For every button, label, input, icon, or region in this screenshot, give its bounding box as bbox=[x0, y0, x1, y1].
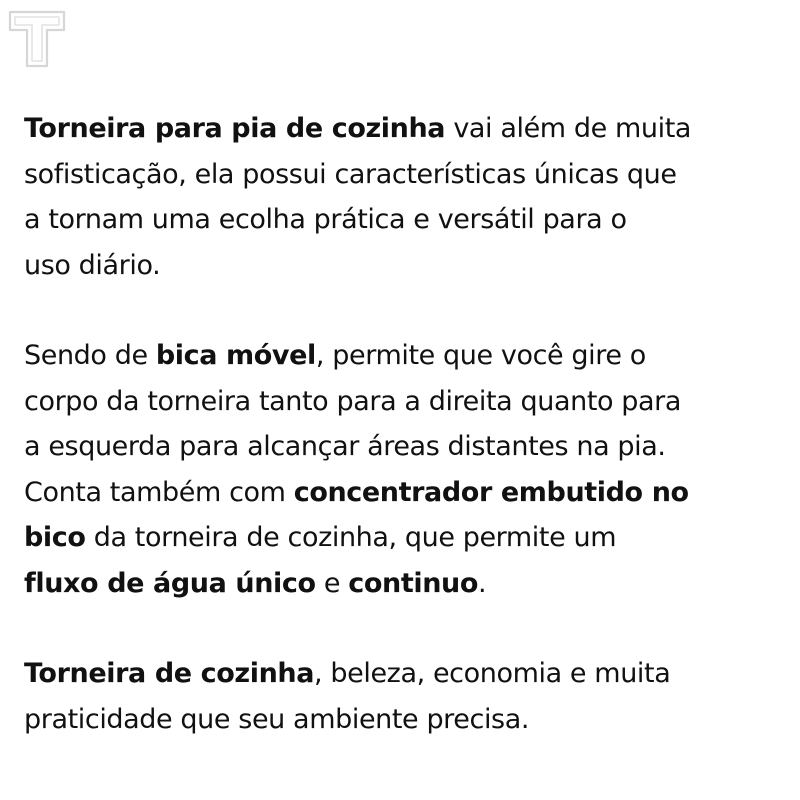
text-segment: fluxo de água único bbox=[24, 567, 316, 599]
text-segment: praticidade que seu ambiente precisa. bbox=[24, 703, 530, 735]
paragraph-features bbox=[24, 333, 794, 606]
paragraph-closing bbox=[24, 651, 794, 742]
text-segment: bico bbox=[24, 522, 86, 553]
t-logo-icon bbox=[6, 8, 68, 70]
text-segment: corpo da torneira tanto para a direita quanto para bbox=[24, 385, 682, 417]
text-segment: Conta também com bbox=[24, 476, 294, 508]
text-segment: Torneira de cozinha bbox=[24, 658, 315, 689]
text-segment: e bbox=[315, 567, 349, 599]
text-segment: bica móvel bbox=[155, 340, 316, 371]
text-segment: da torneira de cozinha, que permite um bbox=[85, 522, 617, 553]
text-segment: uso diário. bbox=[24, 249, 161, 281]
text-segment: , beleza, economia e muita bbox=[314, 658, 671, 689]
paragraph-intro bbox=[24, 106, 794, 288]
text-segment: sofisticação, ela possui características únicas que bbox=[24, 158, 677, 190]
text-segment: , permite que você gire o bbox=[315, 340, 646, 371]
description-text bbox=[24, 106, 794, 742]
text-segment: a tornam uma ecolha prática e versátil para o bbox=[24, 204, 627, 235]
brand-logo bbox=[6, 8, 68, 70]
text-segment: Sendo de bbox=[24, 340, 156, 371]
text-segment: vai além de muita bbox=[445, 113, 692, 144]
text-segment: . bbox=[477, 567, 487, 599]
text-segment: a esquerda para alcançar áreas distantes na pia. bbox=[24, 431, 666, 462]
text-segment: Torneira para pia de cozinha bbox=[24, 113, 446, 144]
text-segment: continuo bbox=[348, 567, 478, 599]
text-segment: concentrador embutido no bbox=[293, 476, 689, 508]
